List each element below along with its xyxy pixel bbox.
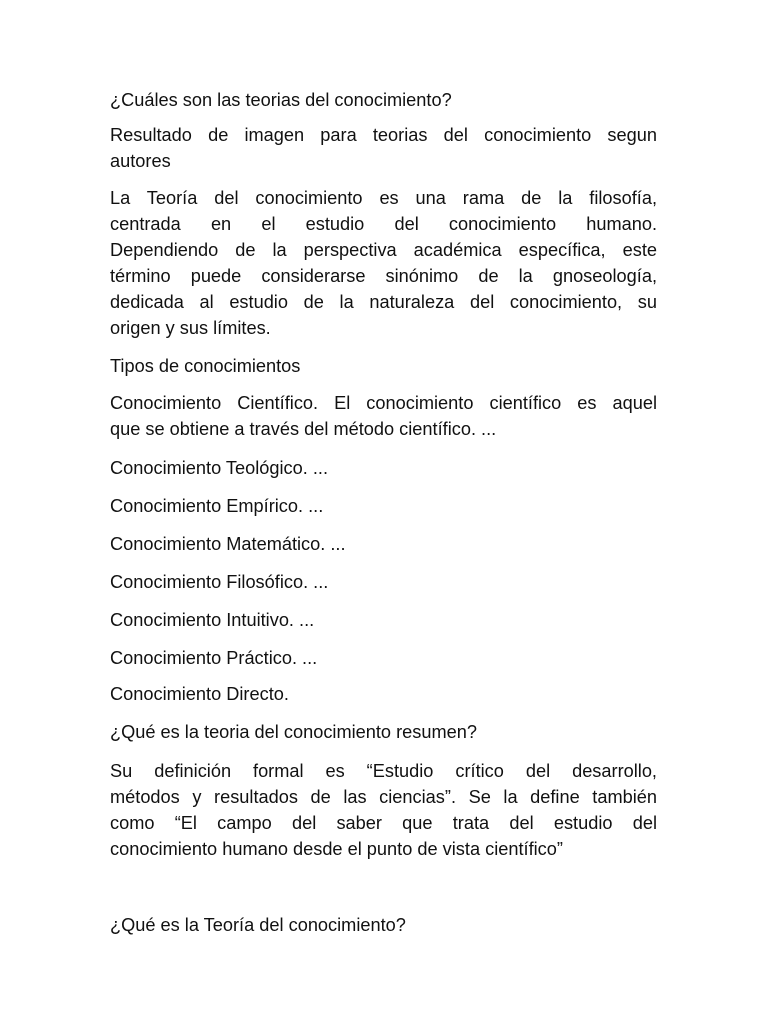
tipo-item: Conocimiento Filosófico. ...	[110, 572, 329, 592]
tipo-item: Conocimiento Directo.	[110, 684, 289, 704]
result-line-1: Resultado de imagen para teorias del conocimiento segun	[110, 125, 657, 145]
resumen-line-3: como “El campo del saber que trata del estudio del	[110, 813, 657, 833]
tipo-item: Conocimiento Práctico. ...	[110, 648, 318, 668]
definition-paragraph	[110, 185, 657, 341]
cientifico-line-1: Conocimiento Científico. El conocimiento científico es aquel	[110, 393, 657, 413]
result-paragraph	[110, 122, 657, 174]
cientifico-paragraph	[110, 390, 657, 442]
question-heading-1: ¿Cuáles son las teorias del conocimiento?	[110, 90, 452, 110]
definition-line-5: dedicada al estudio de la naturaleza del conocimiento, su	[110, 292, 657, 312]
question-heading-2: ¿Qué es la teoria del conocimiento resumen?	[110, 722, 477, 742]
resumen-line-2: métodos y resultados de las ciencias”. Se la define también	[110, 787, 657, 807]
tipos-heading: Tipos de conocimientos	[110, 356, 301, 376]
resumen-line-1: Su definición formal es “Estudio crítico del desarrollo,	[110, 761, 657, 781]
definition-line-2: centrada en el estudio del conocimiento humano.	[110, 214, 657, 234]
tipo-item: Conocimiento Teológico. ...	[110, 458, 329, 478]
resumen-line-4: conocimiento humano desde el punto de vista científico”	[110, 839, 563, 859]
cientifico-line-2: que se obtiene a través del método científico. ...	[110, 419, 497, 439]
resumen-paragraph	[110, 758, 657, 862]
result-line-2: autores	[110, 151, 171, 171]
tipo-item: Conocimiento Matemático. ...	[110, 534, 346, 554]
definition-line-4: término puede considerarse sinónimo de la gnoseología,	[110, 266, 657, 286]
definition-line-3: Dependiendo de la perspectiva académica específica, este	[110, 240, 657, 260]
tipo-item: Conocimiento Intuitivo. ...	[110, 610, 315, 630]
question-heading-3: ¿Qué es la Teoría del conocimiento?	[110, 915, 406, 935]
tipo-item: Conocimiento Empírico. ...	[110, 496, 324, 516]
definition-line-6: origen y sus límites.	[110, 318, 271, 338]
definition-line-1: La Teoría del conocimiento es una rama de la filosofía,	[110, 188, 657, 208]
